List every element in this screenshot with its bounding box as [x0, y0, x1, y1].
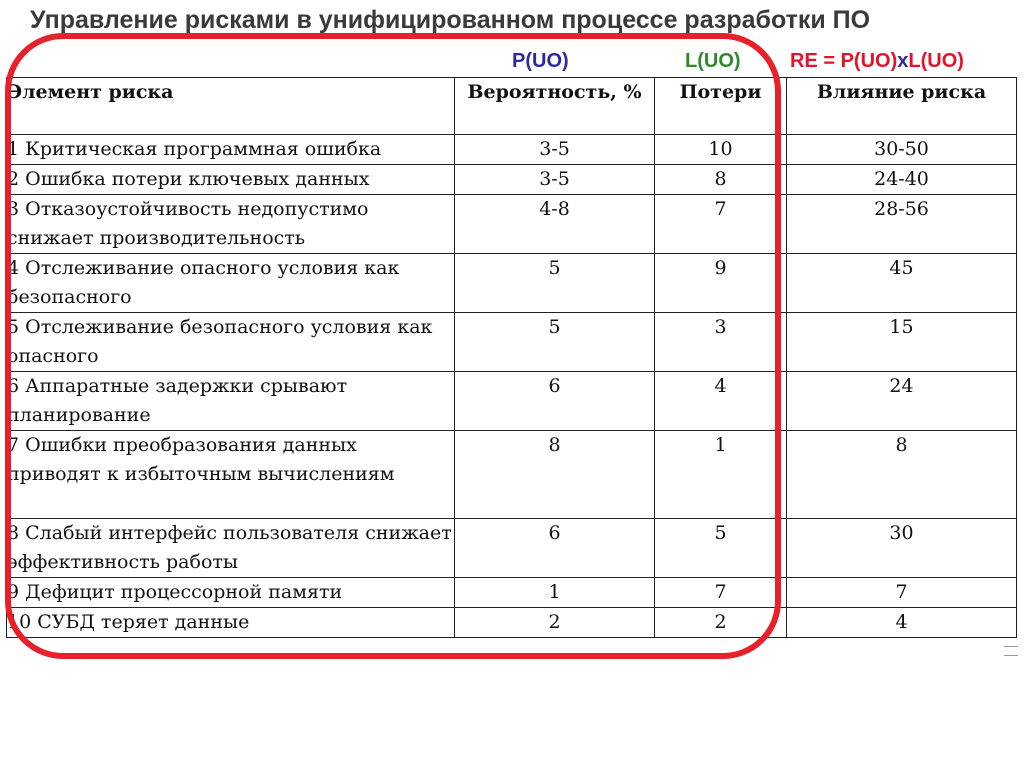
risk-element-cell: 7 Ошибки преобразования данных приводят к избыточным вычислениям — [7, 431, 455, 519]
table-row — [7, 431, 1017, 519]
table-row — [7, 608, 1017, 638]
probability-cell: 3-5 — [455, 135, 655, 165]
loss-formula: L(UO) — [685, 50, 741, 72]
risk-element-cell: 10 СУБД теряет данные — [7, 608, 455, 638]
risk-exposure-formula — [790, 50, 964, 73]
probability-cell: 5 — [455, 313, 655, 372]
impact-cell: 7 — [787, 578, 1017, 608]
table-row — [7, 578, 1017, 608]
impact-cell: 24 — [787, 372, 1017, 431]
risk-element-cell: 6 Аппаратные задержки срывают планирование — [7, 372, 455, 431]
header-risk-impact: Влияние риска — [787, 78, 1017, 135]
table-row — [7, 372, 1017, 431]
loss-cell: 4 — [655, 372, 787, 431]
impact-cell: 30-50 — [787, 135, 1017, 165]
table-row — [7, 195, 1017, 254]
risk-element-cell: 2 Ошибка потери ключевых данных — [7, 165, 455, 195]
re-formula-multiply: x — [897, 50, 909, 72]
probability-formula: P(UO) — [512, 50, 569, 72]
table-row — [7, 519, 1017, 578]
edge-tick-mark — [1004, 646, 1018, 647]
impact-cell: 28-56 — [787, 195, 1017, 254]
probability-cell: 8 — [455, 431, 655, 519]
re-formula-suffix: L(UO) — [908, 50, 964, 72]
probability-cell: 1 — [455, 578, 655, 608]
probability-cell: 2 — [455, 608, 655, 638]
loss-cell: 3 — [655, 313, 787, 372]
impact-cell: 8 — [787, 431, 1017, 519]
page-title: Управление рисками в унифицированном процессе разработки ПО — [30, 6, 871, 34]
risk-element-cell: 9 Дефицит процессорной памяти — [7, 578, 455, 608]
table-row — [7, 313, 1017, 372]
probability-cell: 5 — [455, 254, 655, 313]
header-probability: Вероятность, % — [455, 78, 655, 135]
probability-cell: 3-5 — [455, 165, 655, 195]
probability-cell: 6 — [455, 519, 655, 578]
table-header-row — [7, 78, 1017, 135]
table-row — [7, 254, 1017, 313]
risk-element-cell: 5 Отслеживание безопасного условия как опасного — [7, 313, 455, 372]
table-row — [7, 165, 1017, 195]
impact-cell: 4 — [787, 608, 1017, 638]
header-risk-element: Элемент риска — [7, 78, 455, 135]
loss-cell: 1 — [655, 431, 787, 519]
loss-cell: 7 — [655, 195, 787, 254]
loss-cell: 2 — [655, 608, 787, 638]
risk-element-cell: 1 Критическая программная ошибка — [7, 135, 455, 165]
loss-cell: 9 — [655, 254, 787, 313]
loss-cell: 7 — [655, 578, 787, 608]
risk-element-cell: 4 Отслеживание опасного условия как безопасного — [7, 254, 455, 313]
impact-cell: 45 — [787, 254, 1017, 313]
impact-cell: 24-40 — [787, 165, 1017, 195]
risk-element-cell: 3 Отказоустойчивость недопустимо снижает производительность — [7, 195, 455, 254]
loss-cell: 10 — [655, 135, 787, 165]
loss-cell: 5 — [655, 519, 787, 578]
header-loss: Потери — [655, 78, 787, 135]
risk-element-cell: 8 Слабый интерфейс пользователя снижает эффективность работы — [7, 519, 455, 578]
probability-cell: 6 — [455, 372, 655, 431]
re-formula-prefix: RE = P(UO) — [790, 50, 898, 72]
impact-cell: 15 — [787, 313, 1017, 372]
impact-cell: 30 — [787, 519, 1017, 578]
risk-table — [6, 77, 1017, 638]
loss-cell: 8 — [655, 165, 787, 195]
table-row — [7, 135, 1017, 165]
probability-cell: 4-8 — [455, 195, 655, 254]
edge-tick-mark — [1004, 655, 1018, 656]
